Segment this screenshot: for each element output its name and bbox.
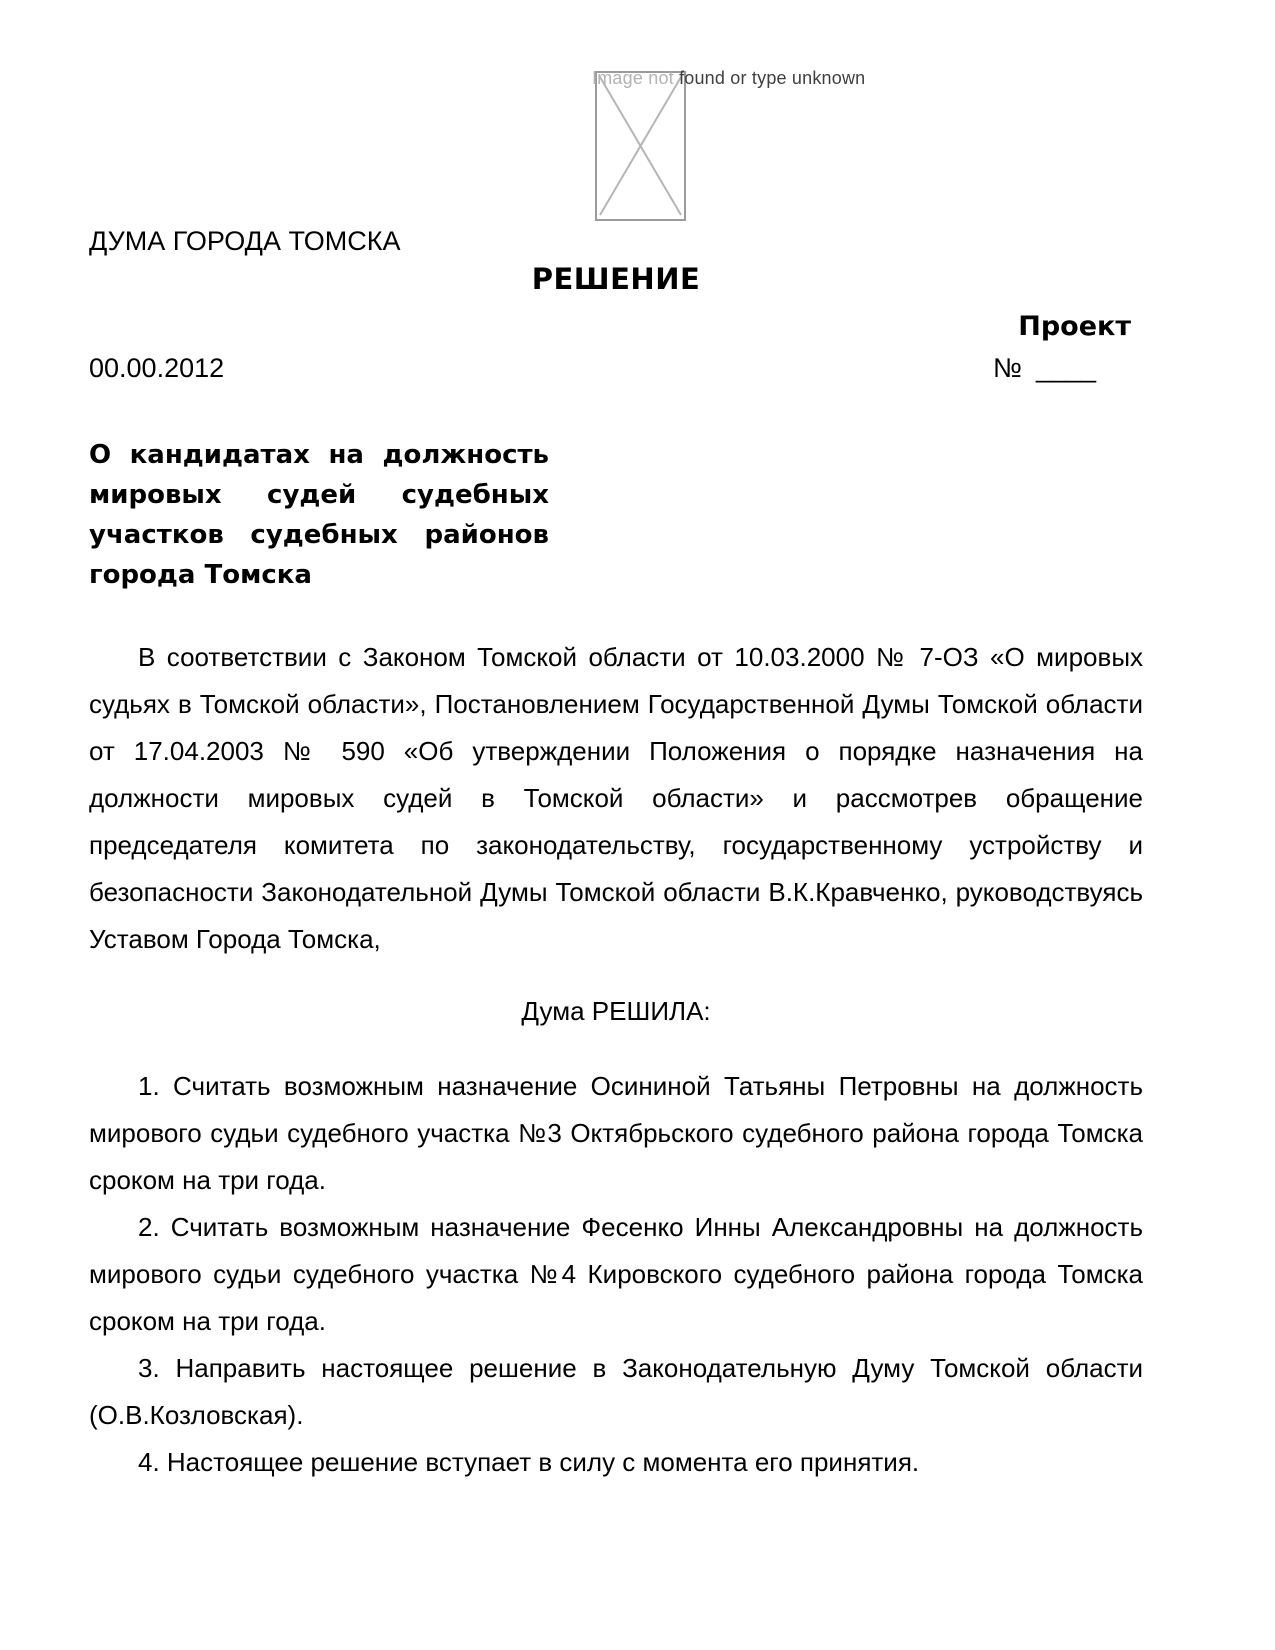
number-label: № xyxy=(993,353,1022,383)
document-number-group xyxy=(993,353,1096,384)
number-blank-line: ____ xyxy=(1035,353,1097,383)
broken-image-alt-text-dark: found or type unknown xyxy=(679,68,866,88)
broken-image-placeholder xyxy=(595,71,686,221)
document-title: РЕШЕНИЕ xyxy=(531,262,701,296)
resolution-item: 1. Считать возможным назначение Осининой Татьяны Петровны на должность мирового судьи судебного участка №3 Октябрьского судебного района города Томска сроком на три года. xyxy=(89,1071,1143,1195)
organization-name: ДУМА ГОРОДА ТОМСКА xyxy=(89,226,401,256)
preamble-paragraph: В соответствии с Законом Томской области от 10.03.2000 № 7-ОЗ «О мировых судьях в Томской области», Постановлением Государственной Думы Томской области от 17.04.2003 № 590 «Об утверждении Положения о порядке назначения на должности мировых судей в Томской области» и рассмотрев обращение председателя комитета по законодательству, государственному устройству и безопасности Законодательной Думы Томской области В.К.Кравченко, руководствуясь Уставом Города Томска, xyxy=(89,642,1143,954)
resolution-heading: Дума РЕШИЛА: xyxy=(521,996,711,1026)
resolution-item: 4. Настоящее решение вступает в силу с момента его принятия. xyxy=(138,1447,920,1477)
draft-label: Проект xyxy=(1018,311,1131,342)
resolution-items xyxy=(89,1063,1143,1486)
subject-paragraph: О кандидатах на должность мировых судей судебных участков судебных районов города Томска xyxy=(89,440,549,590)
broken-image-alt-text xyxy=(592,66,865,90)
document-date: 00.00.2012 xyxy=(89,353,225,383)
broken-image-alt-text-light: Image not xyxy=(592,68,680,88)
resolution-item: 3. Направить настоящее решение в Законодательную Думу Томской области (О.В.Козловская). xyxy=(89,1353,1143,1430)
broken-image-cross-icon xyxy=(597,73,684,219)
resolution-item: 2. Считать возможным назначение Фесенко Инны Александровны на должность мирового судьи судебного участка №4 Кировского судебного района города Томска сроком на три года. xyxy=(89,1212,1143,1336)
